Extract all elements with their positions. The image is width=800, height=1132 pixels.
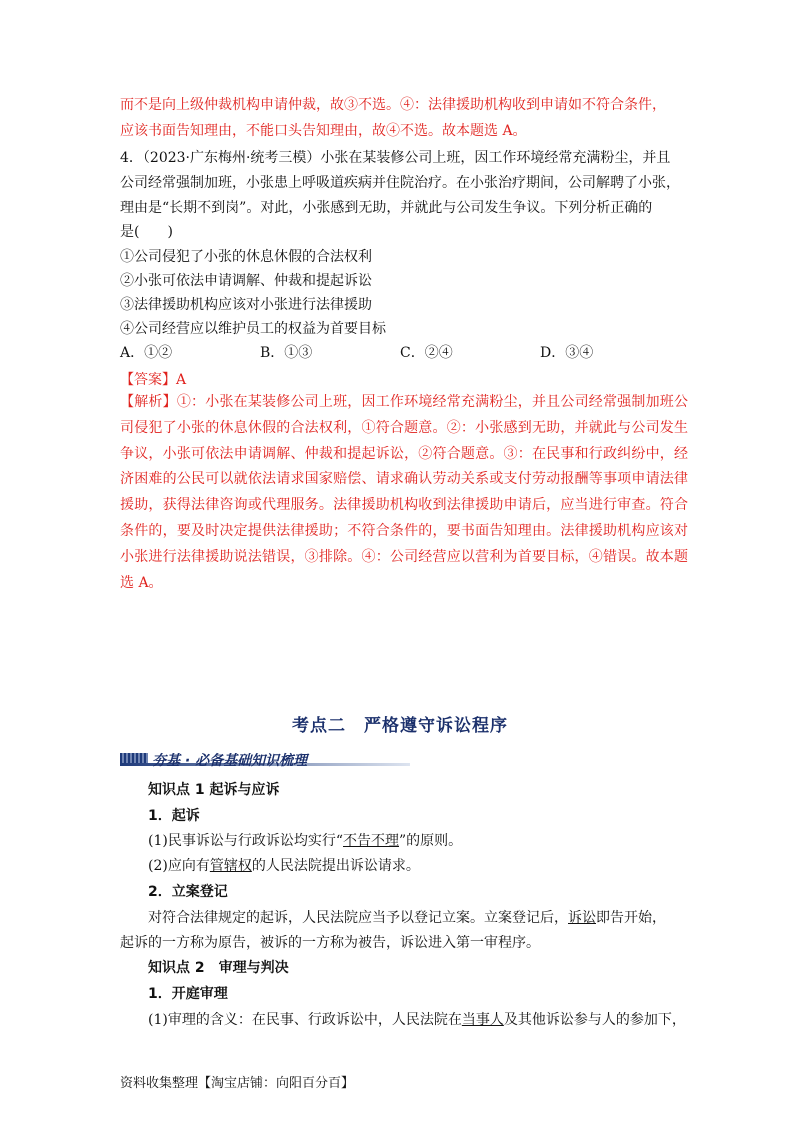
paragraph-2-pre: (2)应向有 [148, 858, 210, 874]
paragraph-1-underlined: 不告不理 [343, 833, 399, 849]
paragraph-1-post: ”的原则。 [399, 833, 463, 849]
paragraph-3-pre: 对符合法律规定的起诉，人民法院应当予以登记立案。立案登记后， [148, 910, 568, 926]
heading-prosecution: 1．起诉 [148, 808, 200, 824]
question-stem-line-3: 理由是“长期不到岗”。对此，小张感到无助，并就此与公司发生争议。下列分析正确的 [120, 200, 653, 216]
paragraph-4: 起诉的一方称为原告，被诉的一方称为被告，诉讼进入第一审程序。 [120, 935, 540, 951]
statement-2: ②小张可依法申请调解、仲裁和提起诉讼 [120, 273, 372, 289]
heading-trial: 1．开庭审理 [148, 986, 228, 1002]
paragraph-2-post: 的人民法院提出诉讼请求。 [251, 858, 420, 874]
analysis-label: 【解析】 [120, 394, 177, 410]
paragraph-3-post: 即告开始， [596, 910, 666, 926]
paragraph-1 [148, 831, 462, 851]
paragraph-5-underlined: 当事人 [461, 1012, 504, 1028]
option-d: D．③④ [540, 345, 594, 361]
option-a: A．①② [120, 345, 173, 361]
paragraph-5-pre: (1)审理的含义：在民事、行政诉讼中，人民法院在 [148, 1012, 462, 1028]
paragraph-3 [148, 908, 666, 928]
answer-value: A [176, 372, 187, 388]
answer-continuation-line-2: 应该书面告知理由，不能口头告知理由，故④不选。故本题选 A。 [120, 123, 527, 139]
statement-1: ①公司侵犯了小张的休息休假的合法权利 [120, 249, 372, 265]
banner-text: 夯基 · 必备基础知识梳理 [152, 753, 308, 769]
paragraph-2-underlined: 管辖权 [209, 858, 252, 874]
question-stem-line-2: 公司经常强制加班，小张患上呼吸道疾病并住院治疗。在小张治疗期间，公司解聘了小张， [120, 175, 680, 191]
paragraph-3-underlined: 诉讼 [568, 910, 596, 926]
analysis-text: ①：小张在某装修公司上班，因工作环境经常充满粉尘，并且公司经常强制加班公司侵犯了小张的休息休假的合法权利，①符合题意。②：小张感到无助，并就此与公司发生争议，小张可依法申请调解、仲裁和提起诉讼，②符合题意。③：在民事和行政纠纷中，经济困难的公民可以就依法请求国家赔偿、请求确认劳动关系或支付劳动报酬等事项申请法律援助，获得法律咨询或代理服务。法律援助机构收到法律援助申请后，应当进行审查。符合条件的，要及时决定提供法律援助；不符合条件的，要书面告知理由。法律援助机构应该对小张进行法律援助说法错误，③排除。④：公司经营应以营利为首要目标，④错误。故本题选 A。 [120, 394, 689, 591]
section-banner [120, 750, 420, 770]
answer-label: 【答案】 [120, 372, 176, 388]
question-stem-line-4: 是( ) [120, 224, 173, 240]
paragraph-5 [148, 1010, 686, 1030]
analysis-paragraph [120, 390, 688, 596]
knowledge-point-1-title: 知识点 1 起诉与应诉 [148, 782, 280, 798]
knowledge-point-2-title: 知识点 2 审理与判决 [148, 960, 289, 976]
section-title: 考点二 严格遵守诉讼程序 [292, 716, 508, 736]
option-b: B．①③ [260, 345, 313, 361]
statement-4: ④公司经营应以维护员工的权益为首要目标 [120, 321, 386, 337]
answer-line [120, 370, 186, 390]
paragraph-1-pre: (1)民事诉讼与行政诉讼均实行“ [148, 833, 343, 849]
statement-3: ③法律援助机构应该对小张进行法律援助 [120, 297, 372, 313]
paragraph-2 [148, 856, 420, 876]
heading-registration: 2．立案登记 [148, 884, 228, 900]
answer-continuation-line-1: 而不是向上级仲裁机构申请仲裁，故③不选。④：法律援助机构收到申请如不符合条件， [120, 97, 666, 113]
option-c: C．②④ [400, 345, 453, 361]
paragraph-5-post: 及其他诉讼参与人的参加下， [503, 1012, 686, 1028]
question-stem-line-1: 4．（2023·广东梅州·统考三模）小张在某装修公司上班，因工作环境经常充满粉尘，并且 [120, 150, 671, 166]
footer-text: 资料收集整理【淘宝店铺：向阳百分百】 [120, 1076, 355, 1091]
